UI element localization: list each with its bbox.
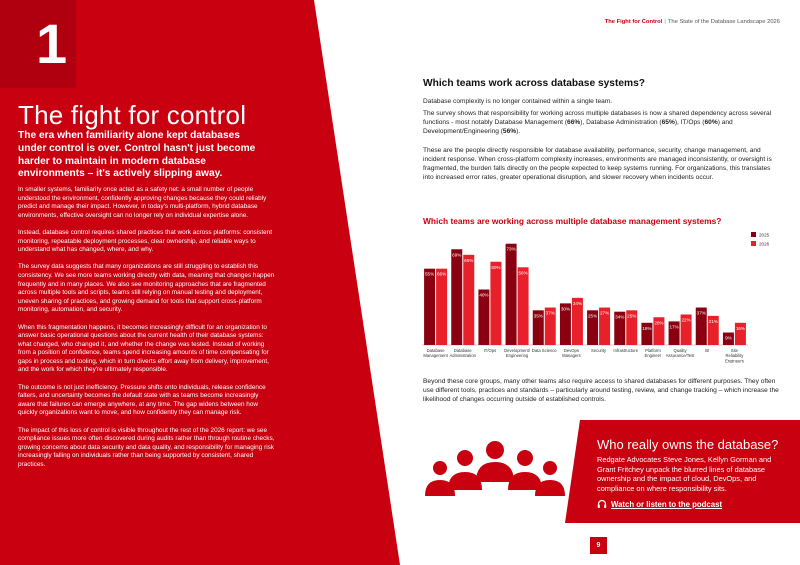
- category-tick-label: Assurance/Test: [665, 353, 695, 359]
- bar-value-label: 21%: [708, 318, 718, 324]
- text-run: The survey shows that responsibility for working across multiple databases is now a shared dependency across several functions - most notably Database Management (: [423, 110, 772, 126]
- legend-swatch: [751, 241, 756, 246]
- header-separator: |: [664, 19, 666, 25]
- body-paragraph: Instead, database control requires shared practices that work across platforms: consistent monitoring, repeatable deployment processes, clear ownership, and reliable ways to understand what has changed, where, and why.: [18, 228, 272, 254]
- left-body-text: [18, 186, 276, 478]
- text-run: ), Database Administration (: [580, 118, 662, 126]
- chapter-number: 1: [36, 12, 68, 75]
- section-heading: Which teams work across database systems?: [423, 78, 645, 89]
- legend-swatch: [751, 232, 756, 237]
- bar-2025: [451, 249, 462, 345]
- bar-2026: [436, 269, 447, 345]
- bar-value-label: 55%: [424, 271, 435, 277]
- responsibility-paragraph: These are the people directly responsible for database availability, performance, security, change management, and incident response. When cross-platform complexity increases, environments are managed inconsistently, or oversight is fragmented, the burden falls directly on the people expected to keep systems running. For organizations, this translates into increased error rates, greater operational disruption, and slower recovery when incidents occur.: [423, 147, 772, 181]
- bar-value-label: 16%: [642, 325, 652, 331]
- legend-label: 2025: [759, 232, 770, 238]
- bar-value-label: 65%: [464, 257, 474, 263]
- legend-label: 2026: [759, 241, 770, 247]
- page-title: The fight for control: [18, 100, 247, 130]
- bar-value-label: 69%: [452, 252, 462, 258]
- bar-value-label: 40%: [479, 292, 489, 298]
- body-paragraph: The survey data suggests that many organizations are still struggling to establish this consistency. We see more teams working directly with data, meaning that changes happen frequently and in many places. We also see monitoring approaches that are fragmented across multiple tools and scripts, teams still relying on manual testing and deployment, uneven sharing of practices, and growing demand for tools that support cross-platform monitoring, automation, and security.: [18, 263, 275, 314]
- category-tick-label: Management: [423, 353, 448, 359]
- category-tick-label: Data Science: [531, 348, 557, 353]
- bar-value-label: 60%: [491, 264, 501, 270]
- category-tick-label: Engineers: [724, 358, 744, 363]
- category-tick-label: Quality: [673, 348, 687, 353]
- chapter-number-box: [0, 0, 76, 88]
- survey-paragraph: [423, 110, 781, 137]
- body-paragraph: In smaller systems, familiarity once acted as a safety net: a small number of people understood the environment, confidently approving changes because they could reliably predict and manage their impact. However, in today's multi-platform, hybrid database environments, effective oversight can no longer rely on individual expertise alone.: [18, 186, 267, 219]
- bar-value-label: 73%: [506, 246, 516, 252]
- category-tick-label: Reliability: [725, 353, 744, 359]
- category-tick-label: Database: [453, 348, 472, 353]
- category-tick-label: Platform: [645, 348, 661, 353]
- category-tick-label: Security: [591, 348, 607, 353]
- bar-value-label: 17%: [669, 324, 679, 330]
- category-tick-label: Site: [730, 348, 739, 353]
- bar-value-label: 27%: [599, 310, 610, 316]
- headphones-icon: [597, 499, 607, 509]
- podcast-link[interactable]: [597, 499, 722, 509]
- bar-2026: [490, 262, 501, 345]
- lead-paragraph: The era when familiarity alone kept databases under control is over. Control hasn't just become harder to maintain in modern database environments – it's actively slipping away.: [18, 130, 256, 180]
- stat-highlight: 66%: [567, 118, 581, 126]
- bar-2025: [478, 290, 489, 346]
- people-group-icon: [425, 441, 565, 496]
- category-tick-label: IT/Ops: [483, 348, 497, 353]
- promo-text: Redgate Advocates Steve Jones, Kellyn Gorman and Grant Fritchey unpack the blurred lines of database ownership and the impact of cloud, DevOps, and compliance on where responsibility sits.: [597, 455, 772, 493]
- category-tick-label: Development/: [504, 348, 531, 353]
- category-tick-label: Managers: [562, 353, 581, 359]
- bar-value-label: 22%: [681, 317, 691, 323]
- text-run: ).: [516, 127, 521, 135]
- bar-2026: [518, 267, 529, 345]
- bar-value-label: 34%: [572, 300, 583, 306]
- bar-chart: [420, 228, 780, 363]
- podcast-link-label[interactable]: Watch or listen to the podcast: [611, 499, 723, 509]
- category-tick-label: Engineering: [505, 353, 529, 359]
- stat-highlight: 60%: [704, 118, 718, 126]
- category-tick-label: Infrastructure: [613, 348, 639, 353]
- bar-value-label: 9%: [725, 335, 732, 341]
- bar-value-label: 25%: [587, 313, 598, 319]
- bar-value-label: 34%: [615, 314, 625, 320]
- running-header: [605, 19, 780, 25]
- promo-title: Who really owns the database?: [597, 437, 779, 452]
- bar-2026: [463, 255, 474, 345]
- bar-2025: [424, 269, 435, 345]
- body-paragraph: The impact of this loss of control is visible throughout the rest of the 2026 report: we see compliance issues more often discovered during audits rather than through routine checks, growing concerns about data security and data quality, and responsibility for managing risk increasingly falling on individuals rather than being supported by consistent, shared practices.: [18, 426, 275, 468]
- category-tick-label: BI: [705, 348, 710, 353]
- bar-value-label: 25%: [627, 313, 637, 319]
- bar-value-label: 56%: [518, 270, 528, 276]
- body-paragraph: The outcome is not just inefficiency. Pressure shifts onto individuals, release confidence falters, and uncertainty becomes the default state with as teams become increasingly aware that failures can emerge anywhere, at any time. The gap widens between how quickly organizations want to move, and how confidently they can manage risk.: [18, 383, 266, 417]
- category-tick-label: Engineer: [644, 353, 662, 359]
- text-run: ) and Development/Engineering (: [423, 118, 733, 135]
- bar-value-label: 35%: [533, 313, 543, 319]
- page-number: 9: [590, 537, 607, 554]
- body-paragraph: When this fragmentation happens, it becomes increasingly difficult for an organization to answer basic operational questions about the current health of their database systems: what changed, who changed it, and whether the change was tested. Instead of working from a position of confidence, teams spend increasing amounts of time compensating for gaps in process and tooling, which in turn diverts effort away from delivery, improvement, and the work for which they're ultimately responsible.: [18, 323, 269, 374]
- intro-paragraph: Database complexity is no longer contained within a single team.: [423, 98, 613, 105]
- bar-2025: [506, 244, 517, 345]
- category-tick-label: DevOps: [563, 348, 579, 353]
- stat-highlight: 56%: [502, 127, 517, 135]
- bar-value-label: 66%: [436, 271, 447, 277]
- header-section: The Fight for Control: [604, 19, 663, 25]
- bar-value-label: 30%: [560, 306, 571, 312]
- bar-value-label: 16%: [735, 325, 746, 331]
- header-report-title: The State of the Database Landscape 2026: [667, 19, 780, 25]
- text-run: ), IT/Ops (: [674, 118, 705, 126]
- bar-value-label: 37%: [545, 310, 555, 316]
- closing-paragraph: Beyond these core groups, many other teams also require access to shared databases for different purposes. They often use different tools, practices and standards – particularly around testing, review, and change tracking – which increase the likelihood of changes occurring outside of established controls.: [423, 378, 779, 403]
- bar-value-label: 37%: [696, 310, 706, 316]
- bar-value-label: 20%: [654, 320, 664, 326]
- category-tick-label: Database: [426, 348, 445, 353]
- category-tick-label: Administration: [449, 353, 477, 359]
- stat-highlight: 65%: [661, 118, 675, 126]
- chart-title: Which teams are working across multiple database management systems?: [423, 216, 722, 226]
